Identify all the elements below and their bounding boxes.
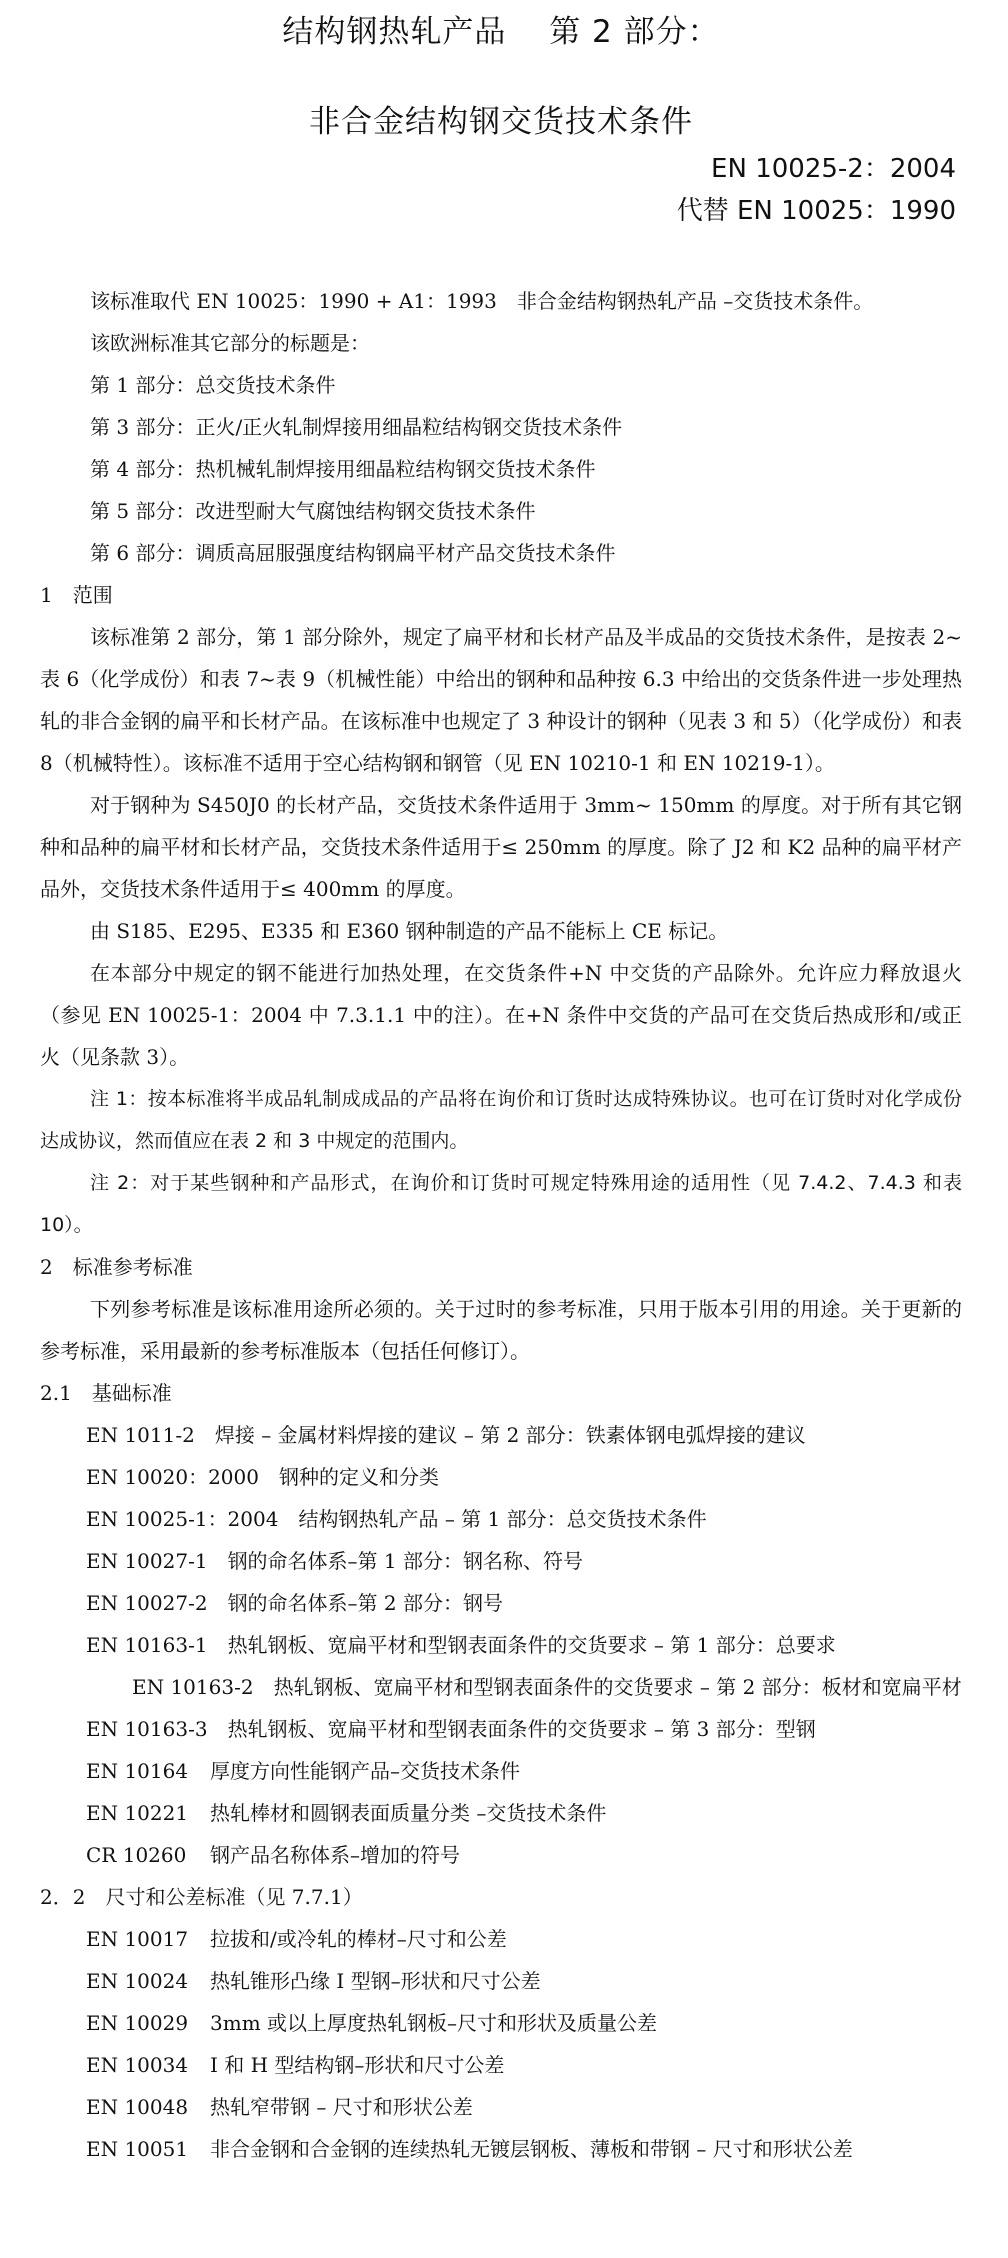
- reference-item: [40, 1792, 962, 1834]
- reference-code: EN 10221: [86, 1801, 189, 1825]
- reference-item: [40, 1414, 962, 1456]
- reference-item: [40, 1960, 962, 2002]
- reference-code: EN 10020：2000: [86, 1465, 259, 1489]
- reference-title: 热轧锥形凸缘 I 型钢–形状和尺寸公差: [210, 1969, 541, 1993]
- reference-list: [40, 1918, 962, 2170]
- subsection-heading: 2．2 尺寸和公差标准（见 7.7.1）: [40, 1885, 363, 1909]
- reference-code: EN 10029: [86, 2011, 189, 2035]
- reference-title: I 和 H 型结构钢–形状和尺寸公差: [210, 2053, 505, 2077]
- body-paragraph: 在本部分中规定的钢不能进行加热处理，在交货条件+N 中交货的产品除外。允许应力释放退火（参见 EN 10025-1：2004 中 7.3.1.1 中的注）。在+N 条件中交货的产品可在交货后热成形和/或正火（见条款 3）。: [40, 961, 962, 1069]
- reference-item: [40, 1666, 962, 1708]
- reference-title: 厚度方向性能钢产品–交货技术条件: [210, 1759, 520, 1783]
- reference-title: 钢的命名体系–第 1 部分：钢名称、符号: [227, 1549, 584, 1573]
- reference-item: [40, 2086, 962, 2128]
- intro-paragraph: 该标准取代 EN 10025：1990 + A1：1993 非合金结构钢热轧产品 –交货技术条件。: [90, 289, 874, 313]
- reference-item: [40, 1582, 962, 1624]
- body-paragraph: 该标准第 2 部分，第 1 部分除外，规定了扁平材和长材产品及半成品的交货技术条件，是按表 2~表 6（化学成份）和表 7~表 9（机械性能）中给出的钢种和品种按 6.3 中给出的交货条件进一步处理热轧的非合金钢的扁平和长材产品。在该标准中也规定了 3 种设计的钢种（见表 3 和 5）（化学成份）和表 8（机械特性）。该标准不适用于空心结构钢和钢管（见 EN 10210-1 和 EN 10219-1）。: [40, 625, 962, 775]
- reference-item: [40, 1456, 962, 1498]
- part-list-item: 第 5 部分：改进型耐大气腐蚀结构钢交货技术条件: [90, 499, 536, 523]
- reference-title: 热轧钢板、宽扁平材和型钢表面条件的交货要求 – 第 3 部分：型钢: [227, 1717, 816, 1741]
- reference-title: 热轧钢板、宽扁平材和型钢表面条件的交货要求 – 第 2 部分：板材和宽扁平材: [273, 1675, 962, 1699]
- reference-item: [40, 2044, 962, 2086]
- reference-code: EN 10025-1：2004: [86, 1507, 279, 1531]
- section-heading: 2 标准参考标准: [40, 1255, 193, 1279]
- reference-item: [40, 2002, 962, 2044]
- reference-title: 3mm 或以上厚度热轧钢板–尺寸和形状及质量公差: [210, 2011, 658, 2035]
- reference-list: [40, 1414, 962, 1876]
- reference-title: 热轧钢板、宽扁平材和型钢表面条件的交货要求 – 第 1 部分：总要求: [227, 1633, 836, 1657]
- document-title-line2: 非合金结构钢交货技术条件: [309, 104, 693, 140]
- reference-title: 钢的命名体系–第 2 部分：钢号: [227, 1591, 504, 1615]
- reference-item: [40, 1624, 962, 1666]
- reference-item: [40, 1918, 962, 1960]
- reference-code: EN 10164: [86, 1759, 189, 1783]
- reference-title: 结构钢热轧产品 – 第 1 部分：总交货技术条件: [298, 1507, 707, 1531]
- reference-title: 热轧窄带钢 – 尺寸和形状公差: [210, 2095, 473, 2119]
- standard-number: EN 10025-2：2004: [711, 154, 956, 184]
- standard-replaces: 代替 EN 10025：1990: [676, 196, 956, 226]
- reference-title: 拉拔和/或冷轧的棒材–尺寸和公差: [210, 1927, 507, 1951]
- document-body: [40, 280, 962, 2170]
- reference-title: 钢产品名称体系–增加的符号: [210, 1843, 460, 1867]
- part-list-item: 第 4 部分：热机械轧制焊接用细晶粒结构钢交货技术条件: [90, 457, 596, 481]
- reference-code: EN 10163-3: [86, 1717, 208, 1741]
- part-list-item: 第 3 部分：正火/正火轧制焊接用细晶粒结构钢交货技术条件: [90, 415, 623, 439]
- reference-code: EN 10048: [86, 2095, 189, 2119]
- subsection-heading: 2.1 基础标准: [40, 1381, 172, 1405]
- reference-title: 焊接 – 金属材料焊接的建议 – 第 2 部分：铁素体钢电弧焊接的建议: [214, 1423, 806, 1447]
- reference-code: EN 10027-2: [86, 1591, 208, 1615]
- body-paragraph: 由 S185、E295、E335 和 E360 钢种制造的产品不能标上 CE 标记。: [90, 919, 729, 943]
- reference-code: EN 10017: [86, 1927, 189, 1951]
- document-title-line1: 结构钢热轧产品 第 2 部分：: [282, 14, 720, 50]
- reference-code: EN 10163-2: [132, 1675, 254, 1699]
- reference-item: [40, 2128, 962, 2170]
- intro-paragraph: 该欧洲标准其它部分的标题是：: [90, 331, 370, 355]
- reference-title: 钢种的定义和分类: [278, 1465, 439, 1489]
- reference-code: EN 1011-2: [86, 1423, 195, 1447]
- reference-item: [40, 1834, 962, 1876]
- reference-code: EN 10051: [86, 2137, 189, 2161]
- reference-item: [40, 1540, 962, 1582]
- reference-item: [40, 1750, 962, 1792]
- reference-title: 非合金钢和合金钢的连续热轧无镀层钢板、薄板和带钢 – 尺寸和形状公差: [210, 2137, 853, 2161]
- note-paragraph: 注 2：对于某些钢种和产品形式，在询价和订货时可规定特殊用途的适用性（见 7.4.2、7.4.3 和表 10）。: [40, 1172, 962, 1236]
- reference-item: [40, 1708, 962, 1750]
- reference-title: 热轧棒材和圆钢表面质量分类 –交货技术条件: [210, 1801, 607, 1825]
- reference-code: EN 10034: [86, 2053, 189, 2077]
- reference-code: EN 10024: [86, 1969, 189, 1993]
- reference-item: [40, 1498, 962, 1540]
- section-heading: 1 范围: [40, 583, 113, 607]
- reference-code: EN 10163-1: [86, 1633, 208, 1657]
- part-list-item: 第 1 部分：总交货技术条件: [90, 373, 336, 397]
- reference-code: CR 10260: [86, 1843, 187, 1867]
- note-paragraph: 注 1：按本标准将半成品轧制成成品的产品将在询价和订货时达成特殊协议。也可在订货时对化学成份达成协议，然而值应在表 2 和 3 中规定的范围内。: [40, 1088, 962, 1152]
- part-list-item: 第 6 部分：调质高屈服强度结构钢扁平材产品交货技术条件: [90, 541, 616, 565]
- body-paragraph: 下列参考标准是该标准用途所必须的。关于过时的参考标准，只用于版本引用的用途。关于更新的参考标准，采用最新的参考标准版本（包括任何修订）。: [40, 1297, 962, 1363]
- body-paragraph: 对于钢种为 S450J0 的长材产品，交货技术条件适用于 3mm~ 150mm 的厚度。对于所有其它钢种和品种的扁平材和长材产品，交货技术条件适用于≤ 250mm 的厚度。除了 J2 和 K2 品种的扁平材产品外，交货技术条件适用于≤ 400mm 的厚度。: [40, 793, 962, 901]
- reference-code: EN 10027-1: [86, 1549, 208, 1573]
